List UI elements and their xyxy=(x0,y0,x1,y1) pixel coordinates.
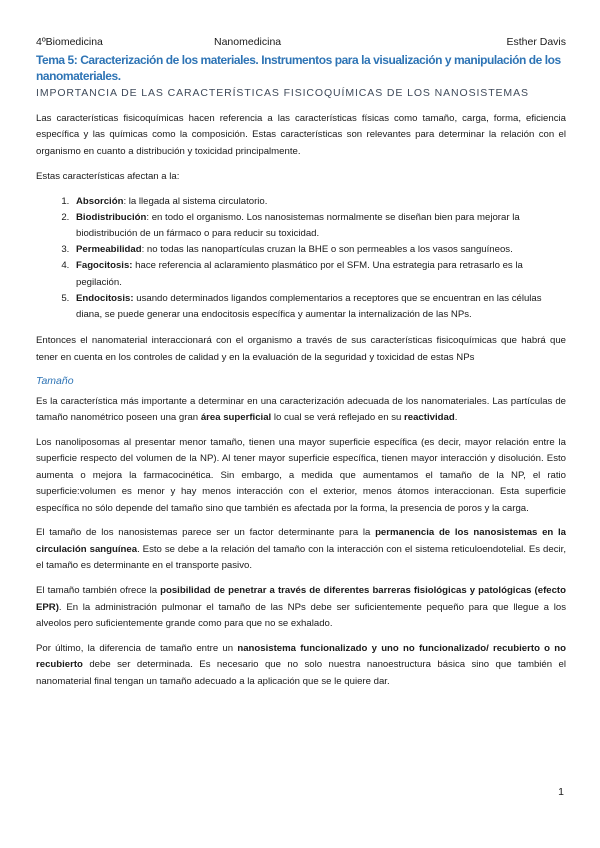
document-page xyxy=(36,36,566,699)
subsection-title: Tamaño xyxy=(36,374,74,387)
page-number: 1 xyxy=(558,786,564,798)
list-item: 3. Permeabilidad: no todas las nanopartículas cruzan la BHE o son permeables a los vasos sanguíneos. xyxy=(72,242,566,258)
size-paragraph-5: Por último, la diferencia de tamaño entre un nanosistema funcionalizado y uno no funcionalizado/ recubierto o no recubierto debe ser determinada. Es necesario que no solo nuestra nanoestructura básica sino que también el nanomaterial final tengan un tamaño adecuado a la aplicación que se le quiere dar. xyxy=(36,642,566,687)
characteristics-list xyxy=(36,194,566,324)
list-item: 2. Biodistribución: en todo el organismo. Los nanosistemas normalmente se diseñan bien para mejorar la biodistribución de un fármaco o para reducir su toxicidad. xyxy=(72,210,566,242)
header-subject: Nanomedicina xyxy=(214,36,282,48)
list-item: 5. Endocitosis: usando determinados ligandos complementarios a receptores que se encuentran en las células diana, se puede generar una endocitosis específica y aumentar la internalización de las NPs. xyxy=(72,291,566,323)
header-author: Esther Davis xyxy=(506,36,566,48)
intro-paragraph: Las características fisicoquímicas hacen referencia a las características físicas como tamaño, carga, forma, eficiencia específica y las químicas como la composición. Estas características son relevantes para determinar la relación con el organismo en cuanto a distribución y toxicidad principalmente. xyxy=(36,113,566,157)
section-heading: IMPORTANCIA DE LAS CARACTERÍSTICAS FISICOQUÍMICAS DE LOS NANOSISTEMAS xyxy=(36,87,529,99)
size-paragraph-4: El tamaño también ofrece la posibilidad de penetrar a través de diferentes barreras fisiológicas y patológicas (efecto EPR). En la administración pulmonar el tamaño de las NPs debe ser suficientemente pequeño para que llegue a los alveolos pero suficientemente grande como para que no se exhalado. xyxy=(36,585,566,629)
page-header xyxy=(36,36,566,52)
size-paragraph-2: Los nanoliposomas al presentar menor tamaño, tienen una mayor superficie específica (es decir, mayor relación entre la superficie respecto del volumen de la NP). Al tener mayor superficie específica, tienen mayor interacción y disolución. Esto aumenta o mejora la farmacocinética. Sin embargo, a medida que aumentamos el tamaño de la NP, el ratio superficie:volumen es menor y hay menos interacción con el exterior, menos átomos interaccionan. Esta superficie específica no sólo depende del tamaño sino que también es afectada por la forma, la presencia de poros y la carga. xyxy=(36,436,566,514)
list-item: 4. Fagocitosis: hace referencia al aclaramiento plasmático por el SFM. Una estrategia para retrasarlo es la pegilación. xyxy=(72,258,566,290)
affects-paragraph: Estas características afectan a la: xyxy=(36,170,180,182)
size-paragraph-3: El tamaño de los nanosistemas parece ser un factor determinante para la permanencia de los nanosistemas en la circulación sanguínea. Esto se debe a la relación del tamaño con la interacción con el sistema reticuloendotelial. Es decir, el tamaño es determinante en el transporte pasivo. xyxy=(36,527,566,572)
size-paragraph-1: Es la característica más importante a determinar en una caracterización adecuada de los nanomateriales. Las partículas de tamaño nanométrico poseen una gran área superficial lo cual se verá reflejado en su reactividad. xyxy=(36,395,566,423)
header-course: 4ºBiomedicina xyxy=(36,36,103,48)
after-list-paragraph: Entonces el nanomaterial interaccionará con el organismo a través de sus características fisicoquímicas que habrá que tener en cuenta en los controles de calidad y en la evaluación de la seguridad y toxicidad de estas NPs xyxy=(36,335,566,363)
document-title: Tema 5: Caracterización de los materiales. Instrumentos para la visualización y manipulación de los nanomateriales. xyxy=(36,53,561,83)
list-item: 1. Absorción: la llegada al sistema circulatorio. xyxy=(72,194,566,210)
